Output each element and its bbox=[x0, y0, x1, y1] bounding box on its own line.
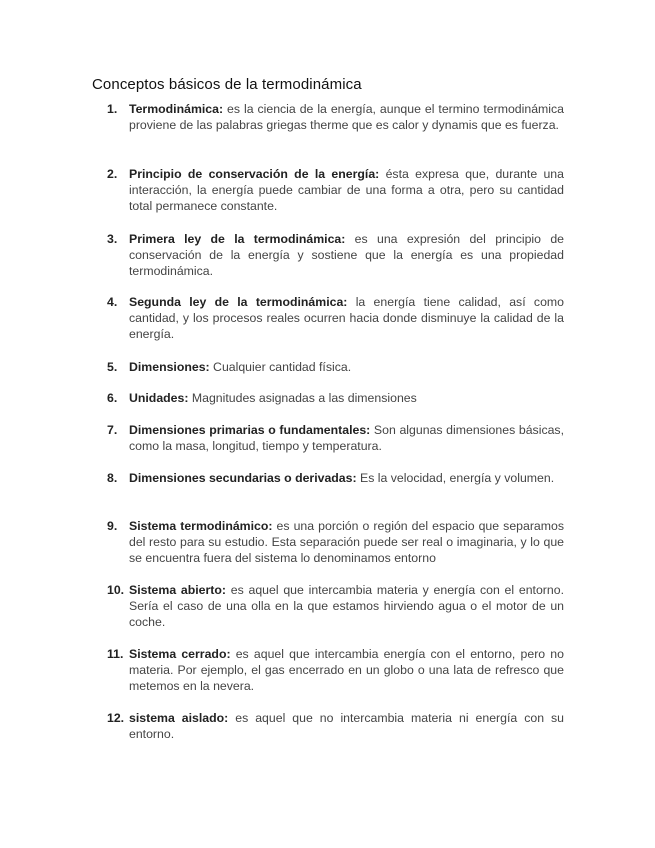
item-number: 2. bbox=[107, 167, 118, 181]
list-item bbox=[107, 101, 564, 133]
list-item bbox=[107, 422, 564, 454]
term-definition: es una expresión del principio de conservación de la energía y sostiene que la energía es una propiedad termodinámica. bbox=[129, 232, 564, 278]
item-number: 1. bbox=[107, 102, 118, 116]
term-definition: es aquel que intercambia energía con el entorno, pero no materia. Por ejemplo, el gas encerrado en un globo o una lata de refresco que metemos en la nevera. bbox=[129, 647, 564, 693]
term-definition: Son algunas dimensiones básicas, como la masa, longitud, tiempo y temperatura. bbox=[129, 423, 564, 453]
term-label: Principio de conservación de la energía: bbox=[129, 167, 380, 181]
term-definition: Magnitudes asignadas a las dimensiones bbox=[188, 391, 417, 405]
list-item bbox=[107, 710, 564, 742]
list-item bbox=[107, 294, 564, 342]
term-definition: la energía tiene calidad, así como cantidad, y los procesos reales ocurren hacia donde disminuye la calidad de la energía. bbox=[129, 295, 564, 341]
item-number: 3. bbox=[107, 232, 118, 246]
list-item bbox=[107, 646, 564, 694]
term-label: Dimensiones secundarias o derivadas: bbox=[129, 471, 357, 485]
term-definition: es aquel que intercambia materia y energía con el entorno. Sería el caso de una olla en la que estamos hirviendo agua o el motor de un coche. bbox=[129, 583, 564, 629]
term-label: Segunda ley de la termodinámica: bbox=[129, 295, 348, 309]
term-definition: es aquel que no intercambia materia ni energía con su entorno. bbox=[129, 711, 565, 741]
term-definition: es una porción o región del espacio que separamos del resto para su estudio. Esta separación puede ser real o imaginaria, y lo que se encuentra fuera del sistema lo denominamos entorno bbox=[129, 519, 564, 565]
list-item bbox=[107, 518, 564, 566]
item-number: 4. bbox=[107, 295, 118, 309]
item-number: 9. bbox=[107, 519, 118, 533]
item-number: 11. bbox=[107, 647, 124, 661]
page-title: Conceptos básicos de la termodinámica bbox=[92, 76, 362, 93]
term-label: Sistema termodinámico: bbox=[129, 519, 273, 533]
term-label: Unidades: bbox=[129, 391, 189, 405]
list-item bbox=[107, 231, 564, 279]
term-label: Termodinámica: bbox=[129, 102, 224, 116]
term-label: Dimensiones primarias o fundamentales: bbox=[129, 423, 371, 437]
term-definition: es la ciencia de la energía, aunque el termino termodinámica proviene de las palabras griegas therme que es calor y dynamis que es fuerza. bbox=[129, 102, 564, 132]
term-label: Dimensiones: bbox=[129, 360, 210, 374]
item-number: 8. bbox=[107, 471, 118, 485]
term-definition: Es la velocidad, energía y volumen. bbox=[356, 471, 555, 485]
term-label: Sistema cerrado: bbox=[129, 647, 231, 661]
term-label: sistema aislado: bbox=[129, 711, 229, 725]
term-label: Primera ley de la termodinámica: bbox=[129, 232, 346, 246]
list-item bbox=[107, 359, 564, 375]
item-number: 6. bbox=[107, 391, 118, 405]
item-number: 5. bbox=[107, 360, 118, 374]
item-number: 10. bbox=[107, 583, 125, 597]
term-label: Sistema abierto: bbox=[129, 583, 227, 597]
item-number: 7. bbox=[107, 423, 118, 437]
term-definition: ésta expresa que, durante una interacción, la energía puede cambiar de una forma a otra, pero su cantidad total permanece constante. bbox=[129, 167, 564, 213]
list-item bbox=[107, 470, 564, 486]
list-item bbox=[107, 582, 564, 630]
list-item bbox=[107, 390, 564, 406]
term-definition: Cualquier cantidad física. bbox=[209, 360, 352, 374]
item-number: 12. bbox=[107, 711, 125, 725]
list-item bbox=[107, 166, 564, 214]
